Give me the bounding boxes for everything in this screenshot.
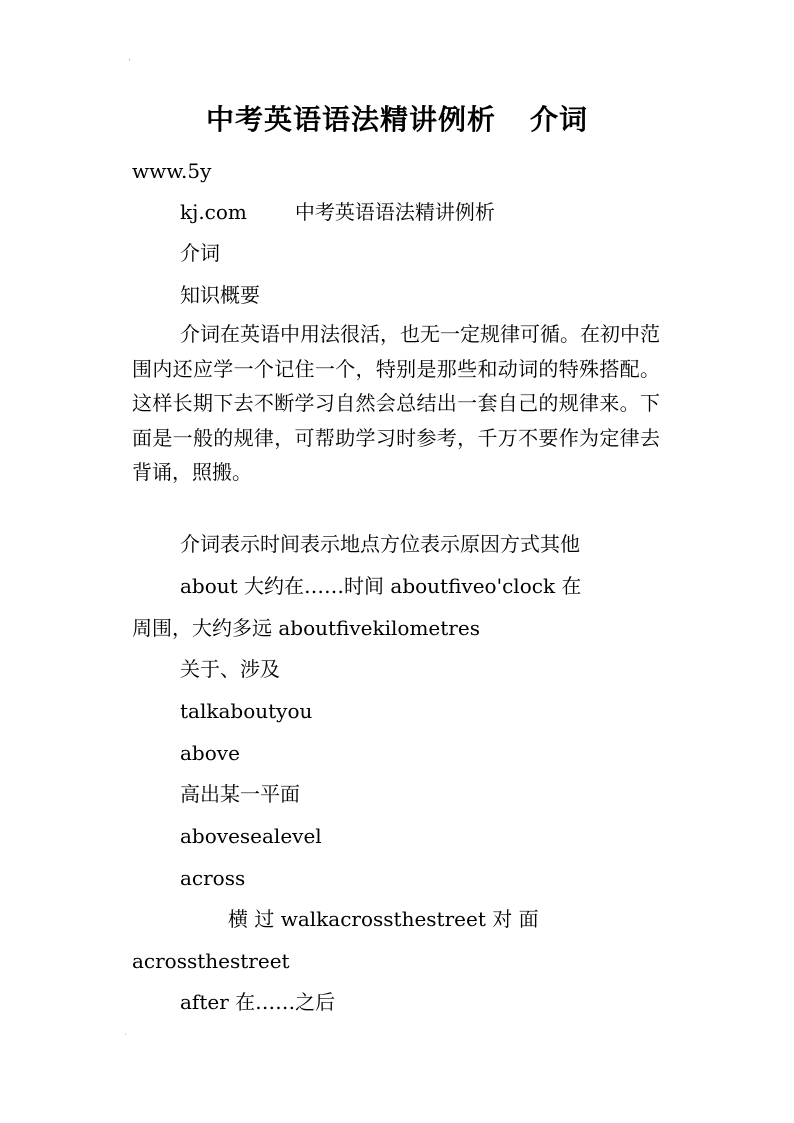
title-main: 中考英语语法精讲例析 [205,103,496,136]
url-line-1: www.5y [132,159,212,183]
across-line-1: 横 过 walkacrossthestreet 对 面 [228,907,539,931]
url-subtitle-line [180,200,495,224]
about-example: talkaboutyou [180,699,313,723]
intro-paragraph-text: 介词在英语中用法很活，也无一定规律可循。在初中范围内还应学一个记住一个，特别是那些和动词的特殊搭配。这样长期下去不断学习自然会总结出一套自己的规律来。下面是一般的规律，可帮助学习时参考，千万不要作为定律去背诵，照搬。 [132,322,660,485]
title-topic: 介词 [530,103,589,136]
intro-paragraph [132,317,660,490]
across-word: across [180,866,246,890]
page-title [0,98,794,138]
topic-line: 介词 [180,241,220,265]
scan-mark-bottom: · [124,1030,127,1040]
table-header: 介词表示时间表示地点方位表示原因方式其他 [180,532,580,556]
after-line: after 在……之后 [180,990,336,1014]
across-line-2: acrossthestreet [132,949,290,973]
about-line-2: 周围，大约多远 aboutfivekilometres [132,616,480,640]
url-line-2: kj.com [180,200,247,224]
above-example: abovesealevel [180,824,322,848]
above-meaning: 高出某一平面 [180,782,300,806]
subtitle: 中考英语语法精讲例析 [294,200,495,224]
above-word: above [180,741,240,765]
about-line-1: about 大约在……时间 aboutfiveo'clock 在 [180,574,582,598]
scan-mark-top: ' [128,58,131,68]
about-meaning: 关于、涉及 [180,657,280,681]
overview-heading: 知识概要 [180,283,260,307]
